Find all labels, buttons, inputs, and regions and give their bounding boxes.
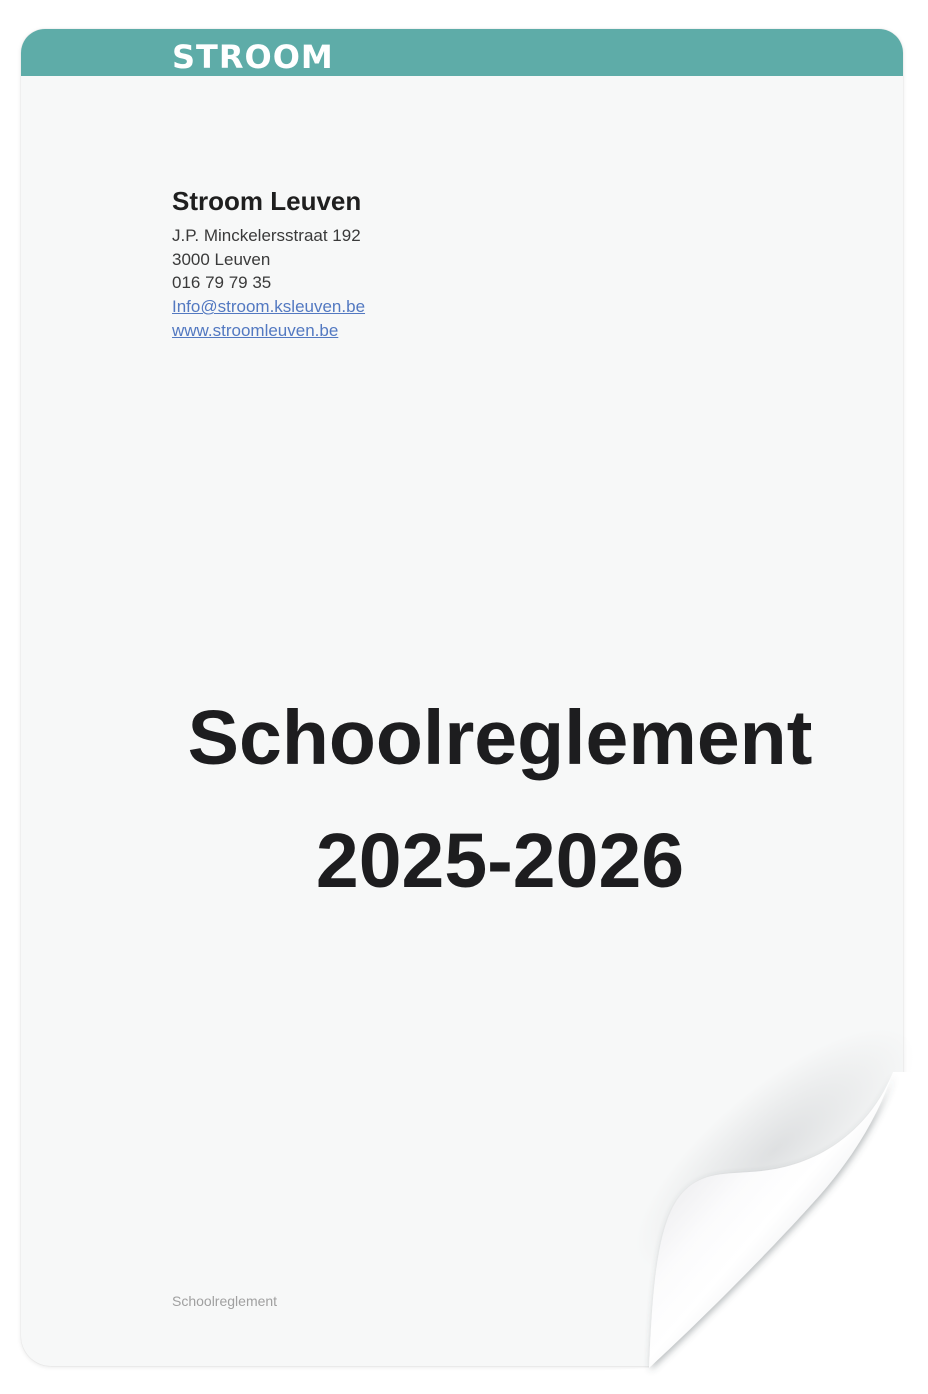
website-link[interactable]: www.stroomleuven.be (172, 320, 339, 340)
document-page (21, 29, 903, 1366)
footer-text: Schoolreglement (172, 1293, 278, 1309)
email-link[interactable]: Info@stroom.ksleuven.be (172, 297, 366, 317)
contact-block (172, 186, 365, 343)
phone-number: 016 79 79 35 (172, 273, 272, 293)
title-line-1: Schoolreglement (187, 695, 813, 781)
brand-header-bar (21, 29, 903, 76)
document-title (170, 695, 830, 904)
address-street: J.P. Minckelersstraat 192 (172, 226, 361, 245)
address-city: 3000 Leuven (172, 249, 271, 269)
page-footer (172, 1293, 277, 1309)
title-line-2: 2025-2026 (315, 818, 685, 904)
school-name: Stroom Leuven (172, 186, 362, 216)
stroom-logo: STROOM (172, 38, 334, 76)
